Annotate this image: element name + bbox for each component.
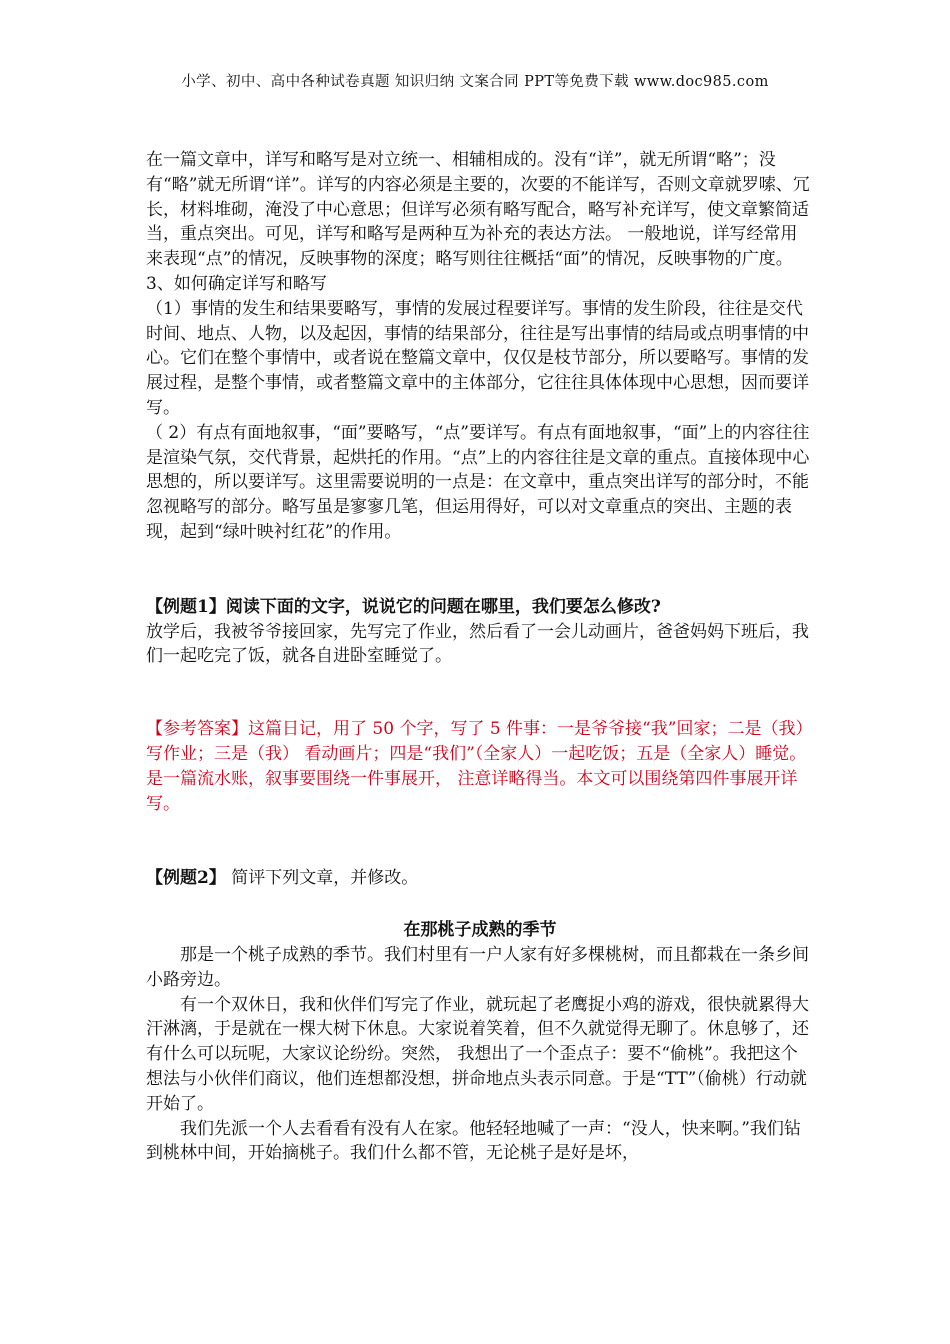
example-1-passage: 放学后，我被爷爷接回家，先写完了作业，然后看了一会儿动画片，爸爸妈妈下班后，我们一起吃完了饭，就各自进卧室睡觉了。 [146, 621, 809, 667]
example-1-question: 阅读下面的文字，说说它的问题在哪里，我们要怎么修改? [225, 596, 661, 617]
spacer [146, 669, 814, 717]
spacer [146, 816, 814, 866]
answer-1-label: 【参考答案】 [146, 719, 248, 740]
essay-paragraph: 有一个双休日，我和伙伴们写完了作业，就玩起了老鹰捉小鸡的游戏，很快就累得大汗淋漓，于是就在一棵大树下休息。大家说着笑着，但不久就觉得无聊了。休息够了，还有什么可以玩呢，大家议论纷纷。突然， 我想出了一个歪点子：要不“偷桃”。我把这个想法与小伙伴们商议，他们连想都没想，拼命地点头表示同意。于是“TT”（偷桃）行动就开始了。 [146, 994, 809, 1114]
spacer [146, 545, 814, 595]
example-2-instruction: 简评下列文章，并修改。 [225, 868, 419, 889]
page-header: 小学、初中、高中各种试卷真题 知识归纳 文案合同 PPT等免费下载 www.doc985.com [181, 74, 769, 90]
intro-paragraph: 在一篇文章中，详写和略写是对立统一、相辅相成的。没有“详”，就无所谓“略”；没有“略”就无所谓“详”。详写的内容必须是主要的，次要的不能详写，否则文章就罗嗦、冗长，材料堆砌，淹没了中心意思；但详写必须有略写配合，略写补充详写，使文章繁简适当，重点突出。可见，详写和略写是两种互为补充的表达方法。 一般地说，详写经常用来表现“点”的情况，反映事物的深度；略写则往往概括“面”的情况，反映事物的广度。 [146, 150, 810, 270]
section-point-2: （ 2）有点有面地叙事，“面”要略写，“点”要详写。有点有面地叙事，“面”上的内容往往是渲染气氛，交代背景，起烘托的作用。“点”上的内容往往是文章的重点。直接体现中心思想的，所以要详写。这里需要说明的一点是：在文章中，重点突出详写的部分时，不能忽视略写的部分。略写虽是寥寥几笔，但运用得好，可以对文章重点的突出、主题的表现，起到“绿叶映衬红花”的作用。 [146, 422, 810, 542]
section-point-1: （1）事情的发生和结果要略写，事情的发展过程要详写。事情的发生阶段，往往是交代时间、地点、人物，以及起因，事情的结果部分，往往是写出事情的结局或点明事情的中心。它们在整个事情中，或者说在整篇文章中，仅仅是枝节部分，所以要略写。事情的发展过程，是整个事情，或者整篇文章中的主体部分，它往往具体体现中心思想，因而要详写。 [146, 298, 809, 418]
example-2 [146, 866, 814, 891]
section-heading: 3、如何确定详写和略写 [146, 273, 327, 294]
example-1 [146, 595, 814, 620]
answer-1-text: 这篇日记，用了 50 个字，写了 5 件事：一是爷爷接“我”回家；二是（我）写作业；三是（我） 看动画片；四是“我们”（全家人）一起吃饭；五是（全家人）睡觉。是一篇流水账，叙事要围绕一件事展开， 注意详略得当。本文可以围绕第四件事展开详写。 [146, 719, 813, 814]
example-2-label: 【例题2】 [146, 868, 226, 889]
document-body [146, 148, 814, 1166]
spacer [146, 891, 814, 918]
essay-paragraph: 那是一个桃子成熟的季节。我们村里有一户人家有好多棵桃树，而且都栽在一条乡间小路旁边。 [146, 944, 809, 990]
essay-title: 在那桃子成熟的季节 [403, 920, 557, 941]
essay-paragraph: 我们先派一个人去看看有没有人在家。他轻轻地喊了一声：“没人，快来啊。”我们钻到桃林中间，开始摘桃子。我们什么都不管，无论桃子是好是坏， [146, 1118, 801, 1164]
answer-1 [146, 717, 814, 816]
example-1-label: 【例题1】 [146, 596, 226, 617]
